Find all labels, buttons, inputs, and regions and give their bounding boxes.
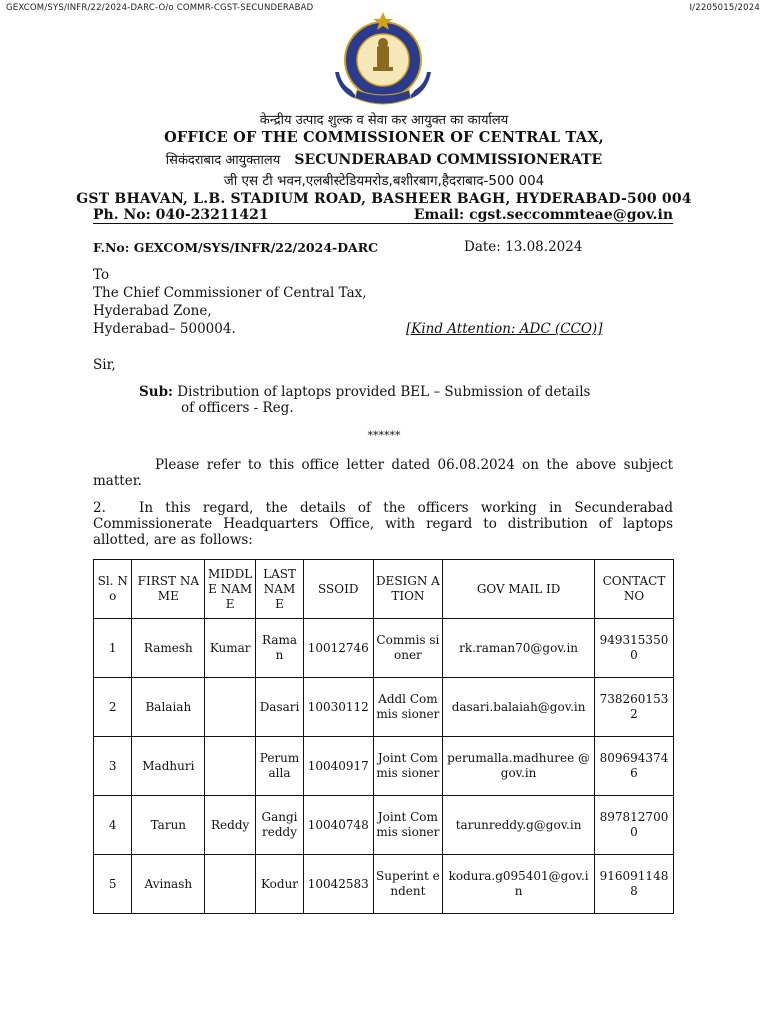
table-cell: 10040917 (303, 737, 373, 796)
table-cell: Dasari (256, 678, 304, 737)
file-reference: GEXCOM/SYS/INFR/22/2024-DARC-O/o COMMR-CGST-SECUNDERABAD (6, 3, 314, 13)
email-address: Email: cgst.seccommteae@gov.in (413, 207, 673, 223)
separator-stars: ****** (367, 429, 401, 442)
table-cell (205, 678, 256, 737)
table-cell: perumalla.madhuree @gov.in (443, 737, 595, 796)
table-cell: Addl Commis sioner (373, 678, 443, 737)
table-cell: 5 (94, 855, 132, 914)
table-cell: Kodur (256, 855, 304, 914)
address-hindi: जी एस टी भवन,एलबीस्टेडियमरोड,बशीरबाग,हैदराबाद-500 004 (223, 173, 545, 189)
office-title-hindi: केन्द्रीय उत्पाद शुल्क व सेवा कर आयुक्त का कार्यालय (259, 113, 509, 128)
table-cell: 7382601532 (594, 678, 673, 737)
table-cell: Perum alla (256, 737, 304, 796)
table-cell: dasari.balaiah@gov.in (443, 678, 595, 737)
table-cell: 10040748 (303, 796, 373, 855)
table-row (94, 796, 674, 855)
officers-table (93, 559, 674, 914)
table-cell: 3 (94, 737, 132, 796)
table-cell: Superint endent (373, 855, 443, 914)
table-cell: tarunreddy.g@gov.in (443, 796, 595, 855)
table-cell: Reddy (205, 796, 256, 855)
column-header: Sl. No (94, 560, 132, 619)
office-title: OFFICE OF THE COMMISSIONER OF CENTRAL TAX, (164, 129, 604, 146)
table-row (94, 619, 674, 678)
recipient-line: To (93, 267, 110, 283)
column-header: MIDDL E NAME (205, 560, 256, 619)
table-cell: Joint Commis sioner (373, 737, 443, 796)
cbic-emblem-icon (329, 10, 437, 110)
table-cell (205, 855, 256, 914)
table-cell: Rama n (256, 619, 304, 678)
table-cell (205, 737, 256, 796)
table-header-row (94, 560, 674, 619)
commissionerate-hindi: सिकंदराबाद आयुक्तालय (165, 153, 281, 168)
table-cell: 9493153500 (594, 619, 673, 678)
kind-attention: [Kind Attention: ADC (CCO)] (406, 321, 603, 337)
address: GST BHAVAN, L.B. STADIUM ROAD, BASHEER BAGH, HYDERABAD-500 004 (76, 191, 692, 207)
table-cell: Kumar (205, 619, 256, 678)
table-cell: 8978127000 (594, 796, 673, 855)
table-cell: Tarun (132, 796, 205, 855)
commissionerate-name: SECUNDERABAD COMMISSIONERATE (294, 152, 603, 168)
salutation: Sir, (93, 357, 116, 373)
table-cell: 10042583 (303, 855, 373, 914)
table-cell: Madhuri (132, 737, 205, 796)
subject-text-line1: Distribution of laptops provided BEL – Submission of details (177, 384, 591, 400)
document-number: I/2205015/2024 (689, 3, 760, 13)
column-header: LAST NAM E (256, 560, 304, 619)
table-cell: rk.raman70@gov.in (443, 619, 595, 678)
header-divider (93, 223, 673, 224)
table-cell: 8096943746 (594, 737, 673, 796)
subject-text-line2: of officers - Reg. (181, 400, 294, 416)
table-cell: 2 (94, 678, 132, 737)
table-cell: kodura.g095401@gov.i n (443, 855, 595, 914)
table-cell: 10012746 (303, 619, 373, 678)
table-cell: Gangi reddy (256, 796, 304, 855)
subject-label: Sub: (139, 384, 173, 400)
paragraph-number: 2. (93, 500, 106, 516)
column-header: FIRST NAME (132, 560, 205, 619)
recipient-line: Hyderabad Zone, (93, 303, 212, 319)
table-cell: Avinash (132, 855, 205, 914)
paragraph-2-text: In this regard, the details of the officers working in Secunderabad Commissionerate Headquarters Office, with regard to distribution of laptops allotted, are as follows: (93, 500, 673, 548)
column-header: SSOID (303, 560, 373, 619)
file-number: F.No: GEXCOM/SYS/INFR/22/2024-DARC (93, 240, 379, 255)
recipient-address (93, 266, 367, 338)
column-header: DESIGN ATION (373, 560, 443, 619)
table-cell: 1 (94, 619, 132, 678)
phone-number: Ph. No: 040-23211421 (93, 207, 269, 223)
table-cell: 4 (94, 796, 132, 855)
table-row (94, 737, 674, 796)
table-cell: 10030112 (303, 678, 373, 737)
table-cell: Commis sioner (373, 619, 443, 678)
letter-date: Date: 13.08.2024 (464, 239, 583, 255)
table-cell: Ramesh (132, 619, 205, 678)
paragraph-1: Please refer to this office letter dated 06.08.2024 on the above subject matter. (93, 457, 673, 489)
recipient-line: Hyderabad– 500004. (93, 321, 236, 337)
recipient-line: The Chief Commissioner of Central Tax, (93, 285, 367, 301)
commissionerate-line (0, 150, 768, 168)
table-cell: Balaiah (132, 678, 205, 737)
table-row (94, 678, 674, 737)
paragraph-2 (93, 500, 673, 548)
column-header: GOV MAIL ID (443, 560, 595, 619)
table-cell: 9160911488 (594, 855, 673, 914)
table-cell: Joint Commis sioner (373, 796, 443, 855)
table-row (94, 855, 674, 914)
column-header: CONTACT NO (594, 560, 673, 619)
subject (139, 384, 590, 416)
